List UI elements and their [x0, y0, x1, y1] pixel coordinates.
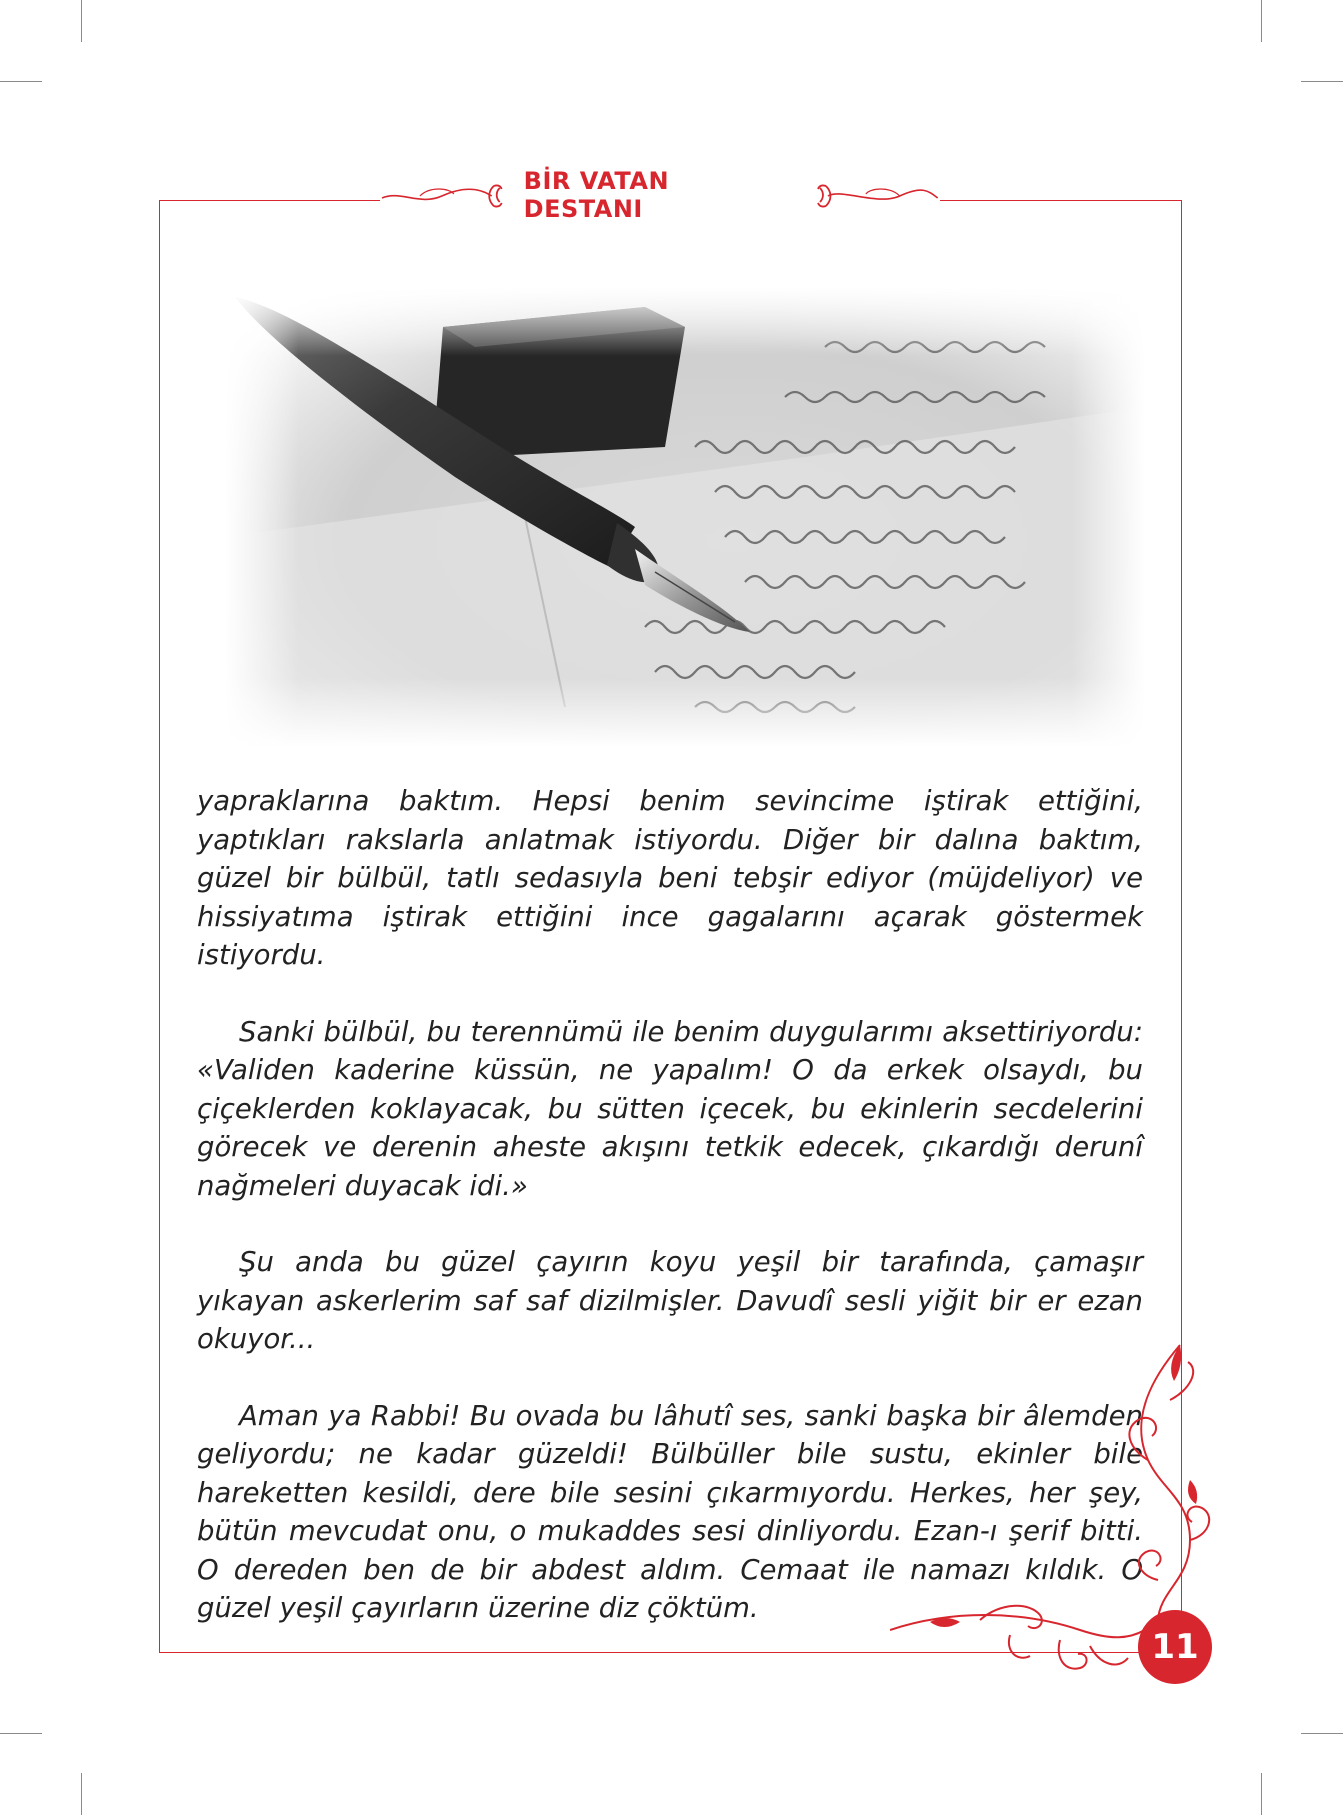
paragraph: yapraklarına baktım. Hepsi benim sevincime iştirak ettiğini, yaptıkları rakslarla anlatmak istiyordu. Diğer bir dalına baktım, güzel bir bülbül, tatlı sedasıyla beni tebşir ediyor (müjdeliyor) ve hissiyatıma iştirak ettiğini ince gagalarını açarak göstermek istiyordu.: [197, 785, 1143, 971]
left-flourish-icon: [380, 180, 510, 210]
paragraph: Şu anda bu güzel çayırın koyu yeşil bir tarafında, çamaşır yıkayan askerlerim saf saf dizilmişler. Davudî sesli yiğit bir er ezan okuyor...: [197, 1246, 1143, 1355]
crop-mark: [1261, 0, 1262, 42]
right-flourish-icon: [810, 180, 940, 210]
crop-mark: [0, 81, 42, 82]
paragraph: Aman ya Rabbi! Bu ovada bu lâhutî ses, sanki başka bir âlemden geliyordu; ne kadar güzeldi! Bülbüller bile sustu, ekinler bile hareketten kesildi, dere bile sesini çıkarmıyordu. Herkes, her şey, bütün mevcudat onu, o mukaddes sesi dinliyordu. Ezan-ı şerif bitti. O dereden ben de bir abdest aldım. Cemaat ile namazı kıldık. O güzel yeşil çayırların üzerine diz çöktüm.: [197, 1399, 1143, 1624]
running-header: [380, 167, 940, 223]
header-title: BİR VATAN DESTANI: [523, 167, 670, 223]
paragraph: Sanki bülbül, bu terennümü ile benim duygularımı aksettiriyordu: «Validen kaderine küssün, ne yapalım! O da erkek olsaydı, bu çiçeklerden koklayacak, bu sütten içecek, bu ekinlerin secdelerini görecek ve derenin aheste akışını tetkik edecek, çıkardığı derunî nağmeleri duyacak idi.»: [197, 1015, 1143, 1202]
crop-mark: [81, 1773, 82, 1815]
crop-mark: [1301, 1733, 1343, 1734]
crop-mark: [1301, 81, 1343, 82]
pen-letter-photo: [225, 287, 1145, 747]
crop-mark: [81, 0, 82, 42]
crop-mark: [1261, 1773, 1262, 1815]
crop-mark: [0, 1733, 42, 1734]
page-number-badge: 11: [1138, 1610, 1212, 1684]
